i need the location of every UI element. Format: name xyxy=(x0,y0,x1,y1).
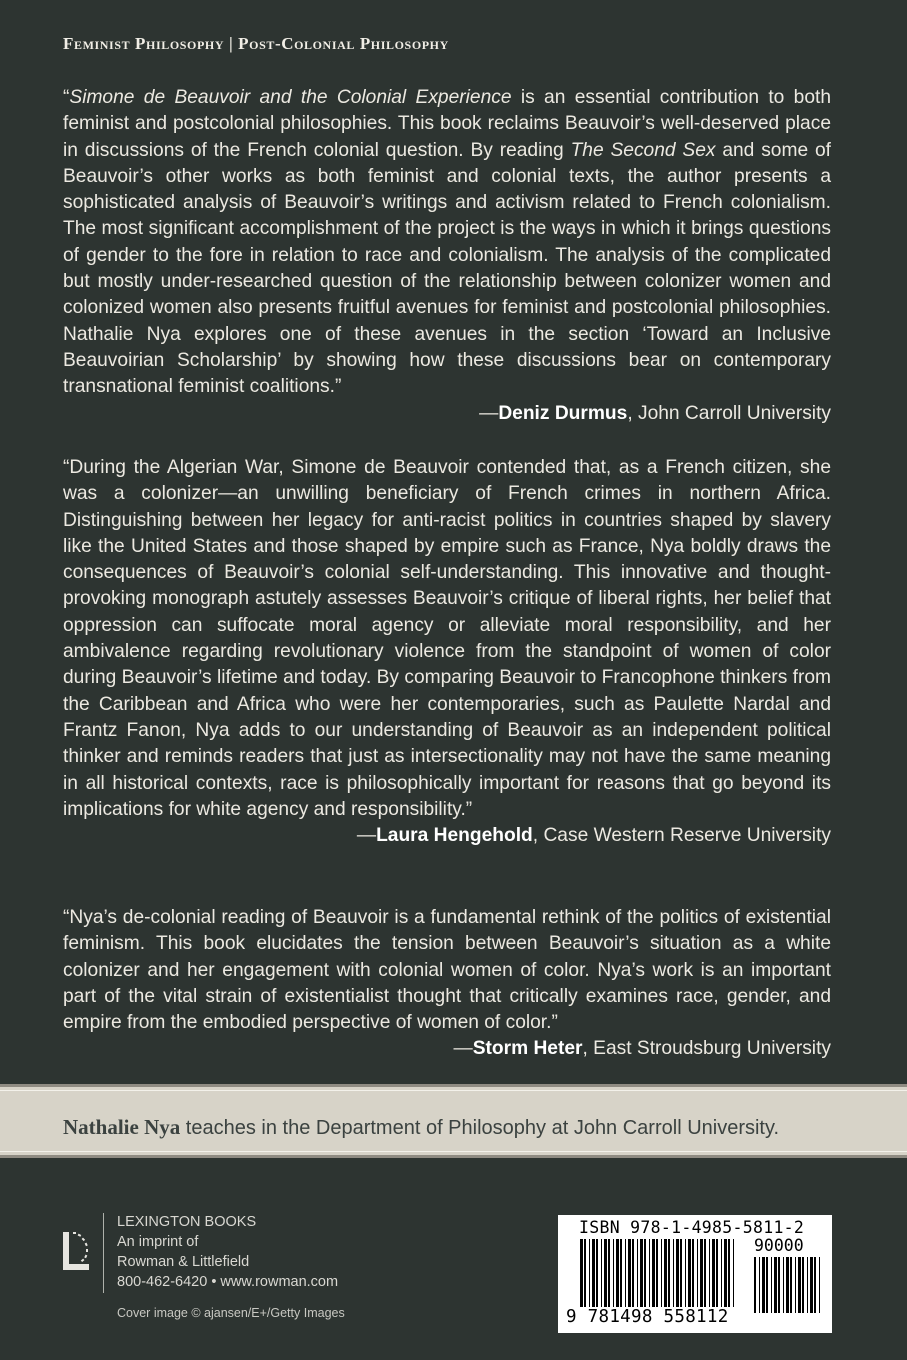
blurb-hengehold xyxy=(63,455,831,849)
book-reference: The Second Sex xyxy=(570,139,716,161)
blurb-text: “During the Algerian War, Simone de Beauvoir contended that, as a French citizen, she was a colonizer—an unwilling beneficiary of French crimes in northern Africa. Distinguishing between her legacy for anti-racist politics in countries shaped by slavery like the United States and those shaped by empire such as France, Nya boldly draws the consequences of Beauvoir’s colonial self-understanding. This innovative and thought-provoking monograph astutely assesses Beauvoir’s critique of liberal rights, her belief that oppression can suffocate moral agency or alleviate moral responsibility, and her ambivalence regarding revolutionary violence from the standpoint of women of color during Beauvoir’s lifetime and today. By comparing Beauvoir to Francophone thinkers from the Caribbean and Africa who were her contemporaries, such as Paulette Nardal and Frantz Fanon, Nya adds to our understanding of Beauvoir as an independent political thinker and reminds readers that just as intersectionality may not have the same meaning in all historical contexts, race is philosophically important for reasons that go beyond its implications for white agency and responsibility.” xyxy=(63,457,831,820)
attribution xyxy=(63,401,831,427)
category-line: Feminist Philosophy | Post-Colonial Philosophy xyxy=(63,34,449,53)
author-affiliation: , Case Western Reserve University xyxy=(532,825,831,847)
open-quote: “ xyxy=(63,87,70,108)
cover-credit: Cover image © ajansen/E+/Getty Images xyxy=(117,1306,345,1320)
dash: — xyxy=(453,1038,473,1060)
bio-text: teaches in the Department of Philosophy at John Carroll University. xyxy=(180,1117,780,1139)
publisher-imprint-label: An imprint of xyxy=(117,1234,199,1250)
blurb-heter xyxy=(63,905,831,1063)
author-name: Laura Hengehold xyxy=(376,825,533,847)
publisher-name: LEXINGTON BOOKS xyxy=(117,1214,257,1230)
author-name: Deniz Durmus xyxy=(498,402,628,424)
publisher-divider xyxy=(103,1213,104,1293)
dash: — xyxy=(356,825,377,847)
blurb-text: “Nya’s de-colonial reading of Beauvoir is a fundamental rethink of the politics of existential feminism. This book elucidates the tension between Beauvoir’s situation as a white colonizer and her engagement with colonial women of color. Nya’s work is an important part of the vital strain of existentialist thought that critically examines race, gender, and empire from the embodied perspective of women of color.” xyxy=(63,907,831,1034)
attribution xyxy=(63,823,831,849)
isbn-label: ISBN 978-1-4985-5811-2 xyxy=(579,1218,805,1237)
blurb-durmus xyxy=(63,85,831,427)
attribution xyxy=(63,1036,831,1062)
blurb-text xyxy=(63,85,831,401)
publisher-contact: 800-462-6420 • www.rowman.com xyxy=(117,1274,339,1290)
barcode-digits: 9 781498 558112 xyxy=(566,1307,729,1327)
bio-author-name: Nathalie Nya xyxy=(63,1115,181,1139)
dash: — xyxy=(479,402,499,424)
price-code: 90000 xyxy=(754,1236,804,1255)
book-title: Simone de Beauvoir and the Colonial Experience xyxy=(69,87,512,108)
blurb-text-part: and some of Beauvoir’s other works as both feminist and colonial texts, the author presents a sophisticated analysis of Beauvoir’s writings and activism related to French colonialism. The most significant accomplishment of the project is the ways in which it brings questions of gender to the fore in relation to race and colonialism. The analysis of the complicated but mostly under-researched question of the relationship between colonizer women and colonized women also presents fruitful avenues for feminist and postcolonial philosophies. Nathalie Nya explores one of these avenues in the section ‘Toward an Inclusive Beauvoirian Scholarship’ by showing how these discussions bear on contemporary transnational feminist coalitions.” xyxy=(63,139,831,398)
author-name: Storm Heter xyxy=(472,1038,583,1060)
publisher-parent: Rowman & Littlefield xyxy=(117,1254,250,1270)
author-bio xyxy=(63,1115,779,1140)
blurb-text-part: is an essential contribution to both feminist and postcolonial philosophies. This book reclaims Beauvoir’s well-deserved place in discussions of the French colonial question. By reading xyxy=(63,87,831,161)
author-affiliation: , John Carroll University xyxy=(627,402,831,424)
isbn-barcode xyxy=(558,1215,832,1333)
publisher-info xyxy=(117,1212,338,1292)
author-affiliation: , East Stroudsburg University xyxy=(582,1038,831,1060)
lexington-logo-icon xyxy=(59,1228,97,1274)
